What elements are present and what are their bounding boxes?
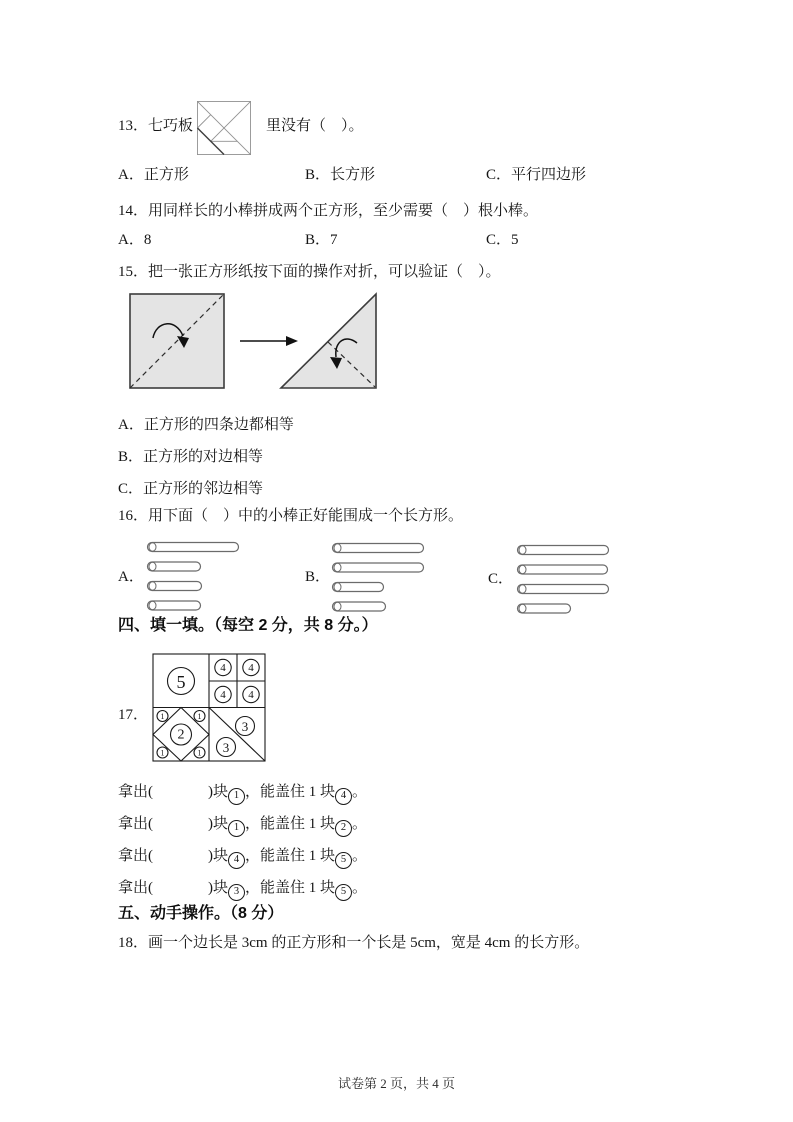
section-5-title: 五、动手操作。（8 分） [118,905,284,922]
stick [148,543,239,552]
stick [333,544,424,553]
q15-option-c: C．正方形的邻边相等 [118,481,264,497]
piece-label-5: 5 [176,671,186,692]
line-text: 拿出( [118,880,153,896]
q17-blank-line-1 [118,783,367,805]
line-text: )块 [208,784,228,800]
q17-number: 17． [118,707,149,723]
circled-number: 5 [335,884,352,901]
line-text: ，能盖住 1 块 [245,784,336,800]
q16-group-a-label: A． [118,569,144,585]
q14-option-a: A．8 [118,232,152,248]
circled-number: 4 [335,788,352,805]
line-text: 。 [352,784,368,800]
q15-option-a: A．正方形的四条边都相等 [118,417,294,433]
piece-label-1: 1 [160,711,165,721]
circled-number: 5 [335,852,352,869]
q18-text: 18．画一个边长是 3cm 的正方形和一个长是 5cm，宽是 4cm 的长方形。 [118,935,590,951]
piece-label-4: 4 [220,689,226,701]
q13-text-suffix: 里没有（ ）。 [266,118,364,134]
q13-option-c: C．平行四边形 [486,167,587,183]
q13-option-a: A．正方形 [118,167,189,183]
q13-text-prefix: 13．七巧板 [118,118,194,134]
transform-arrowhead [286,336,298,346]
q16-group-b-label: B． [305,569,331,585]
stick [333,563,424,572]
piece-label-4: 4 [248,662,254,674]
tangram-cut-line [211,101,251,141]
piece-label-3: 3 [222,740,230,756]
piece-label-2: 2 [177,727,185,743]
q14-text: 14．用同样长的小棒拼成两个正方形，至少需要（ ）根小棒。 [118,203,539,219]
piece-label-3: 3 [241,719,249,735]
br-diagonal [209,708,265,762]
tangram-pieces-diagram [152,653,266,763]
line-text: )块 [208,880,228,896]
line-text: ，能盖住 1 块 [245,880,336,896]
line-text: ，能盖住 1 块 [245,816,336,832]
page-footer: 试卷第 2 页，共 4 页 [337,1076,456,1091]
q15-text: 15．把一张正方形纸按下面的操作对折，可以验证（ ）。 [118,264,501,280]
line-text: )块 [208,848,228,864]
q17-blank-line-4 [118,879,367,901]
q14-option-b: B．7 [305,232,338,248]
q16-text: 16．用下面（ ）中的小棒正好能围成一个长方形。 [118,508,464,524]
line-text: )块 [208,816,228,832]
line-text: 。 [352,816,368,832]
section-4-title: 四、填一填。（每空 2 分，共 8 分。） [118,617,378,634]
line-text: 。 [352,848,368,864]
tangram-square-edge [197,115,210,128]
circled-number: 1 [228,788,245,805]
stick [518,546,609,555]
tangram-diagram [197,101,251,155]
piece-label-4: 4 [248,689,254,701]
piece-label-1: 1 [160,748,165,758]
piece-label-1: 1 [197,711,202,721]
q15-option-b: B．正方形的对边相等 [118,449,264,465]
q16-group-c-label: C． [488,571,514,587]
circled-number: 4 [228,852,245,869]
line-text: 拿出( [118,784,153,800]
q14-option-c: C．5 [486,232,519,248]
piece-label-4: 4 [220,662,226,674]
stick [518,565,608,574]
circled-number: 1 [228,820,245,837]
line-text: 拿出( [118,848,153,864]
q17-blank-line-2 [118,815,367,837]
fold-diagram [128,291,406,395]
sticks-group-c [516,544,611,614]
line-text: ，能盖住 1 块 [245,848,336,864]
q13-option-b: B．长方形 [305,167,376,183]
sticks-group-a [146,541,241,611]
sticks-group-b [331,542,426,612]
circled-number: 2 [335,820,352,837]
line-text: 拿出( [118,816,153,832]
line-text: 。 [352,880,368,896]
stick [518,585,609,594]
circled-number: 3 [228,884,245,901]
q17-blank-line-3 [118,847,367,869]
piece-label-1: 1 [197,748,202,758]
